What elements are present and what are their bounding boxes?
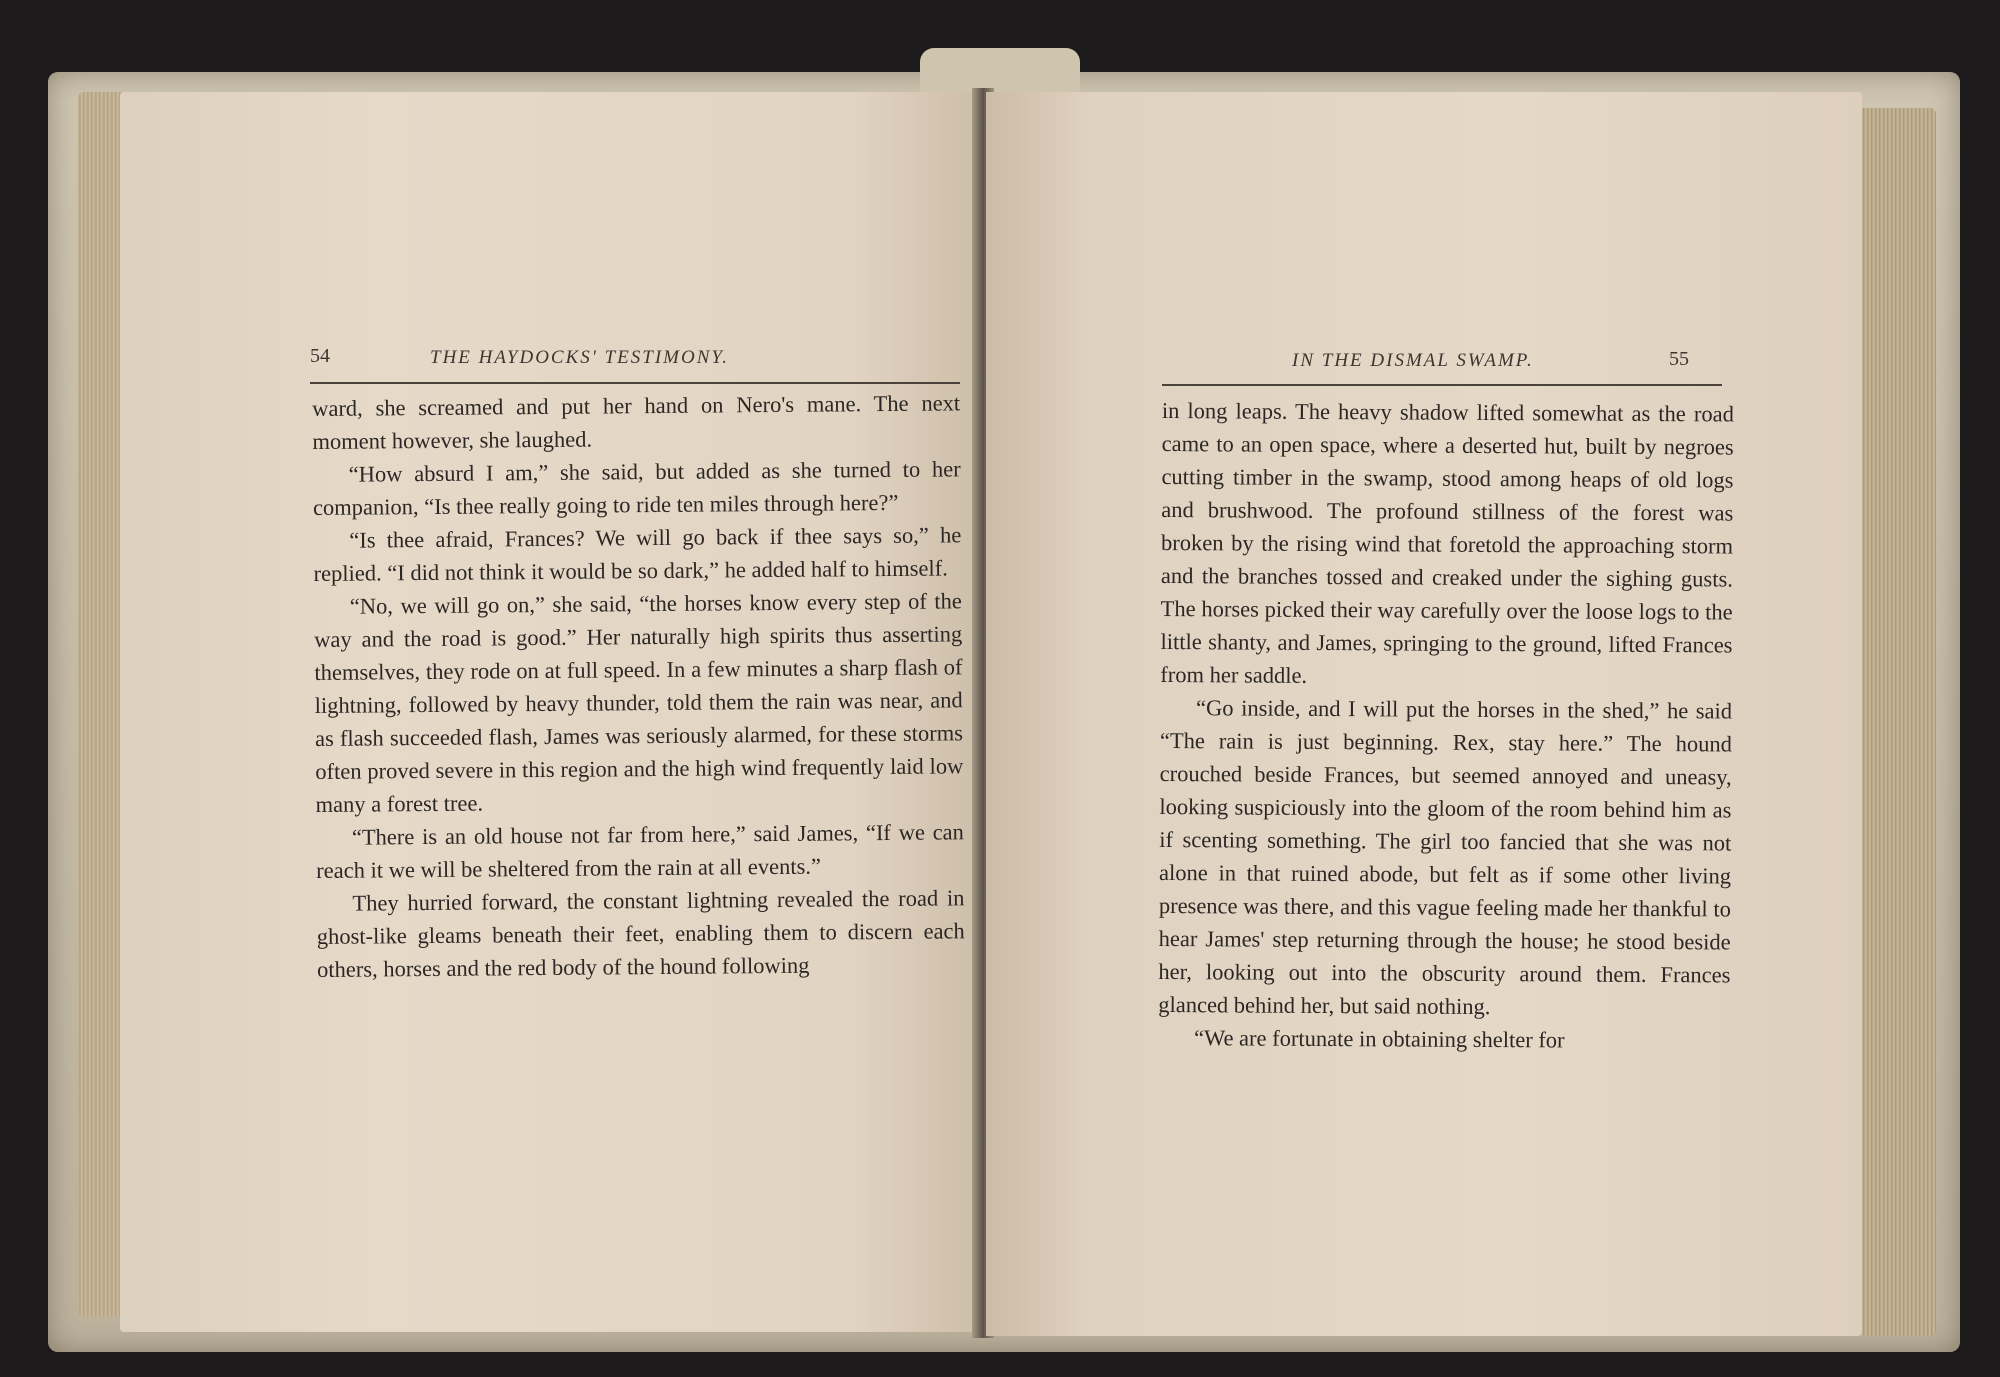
left-paragraph: ward, she screamed and put her hand on Nero's mane. The next moment however, she laughed. xyxy=(312,390,961,454)
left-paragraph: “No, we will go on,” she said, “the horses know every step of the way and the road is good.” Her naturally high spirits thus asserting themselves, they rode on at full speed. In a few minutes a sharp flash of lightning, followed by heavy thunder, told them the rain was near, and as flash succeeded flash, James was seriously alarmed, for these storms often proved severe in this region and the high wind frequently laid low many a forest tree. xyxy=(314,588,964,817)
right-body-text xyxy=(1158,394,1734,1057)
right-paragraph: in long leaps. The heavy shadow lifted somewhat as the road came to an open space, where a deserted hut, built by negroes cutting timber in the swamp, stood among heaps of old logs and brushwood. The profound stillness of the forest was broken by the rising wind that foretold the approaching storm and the branches tossed and creaked under the sighing gusts. The horses picked their way carefully over the loose logs to the little shanty, and James, springing to the ground, lifted Frances from her saddle. xyxy=(1160,397,1734,688)
right-page-number: 55 xyxy=(1669,348,1689,370)
left-paragraph: They hurried forward, the constant lightning revealed the road in ghost-like gleams beneath their feet, enabling them to discern each others, horses and the red body of the hound following xyxy=(316,885,965,982)
right-paragraph: “We are fortunate in obtaining shelter for xyxy=(1193,1025,1565,1053)
left-body-text xyxy=(312,386,965,986)
right-page xyxy=(986,92,1862,1336)
left-paragraph: “How absurd I am,” she said, but added as she turned to her companion, “Is thee really going to ride ten miles through here?” xyxy=(312,456,961,520)
right-paragraph: “Go inside, and I will put the horses in the shed,” he said “The rain is just beginning. Rex, stay here.” The hound crouched beside Frances, but seemed annoyed and uneasy, looking suspiciously into the gloom of the room behind him as if scenting something. The girl too fancied that she was not alone in that ruined abode, but felt as if some other living presence was there, and this vague feeling made her thankful to hear James' step returning through the house; he stood beside her, looking out into the obscurity around them. Frances glanced behind her, but said nothing. xyxy=(1158,695,1733,1020)
left-page xyxy=(120,92,980,1332)
left-page-number: 54 xyxy=(310,345,330,367)
left-header-rule xyxy=(310,382,960,384)
left-paragraph: “There is an old house not far from here,” said James, “If we can reach it we will be sheltered from the rain at all events.” xyxy=(316,819,964,883)
left-paragraph: “Is thee afraid, Frances? We will go back if thee says so,” he replied. “I did not think it would be so dark,” he added half to himself. xyxy=(313,522,962,586)
left-running-head: THE HAYDOCKS' TESTIMONY. xyxy=(430,347,729,368)
right-running-head: IN THE DISMAL SWAMP. xyxy=(1292,350,1534,371)
right-header-rule xyxy=(1162,384,1722,386)
